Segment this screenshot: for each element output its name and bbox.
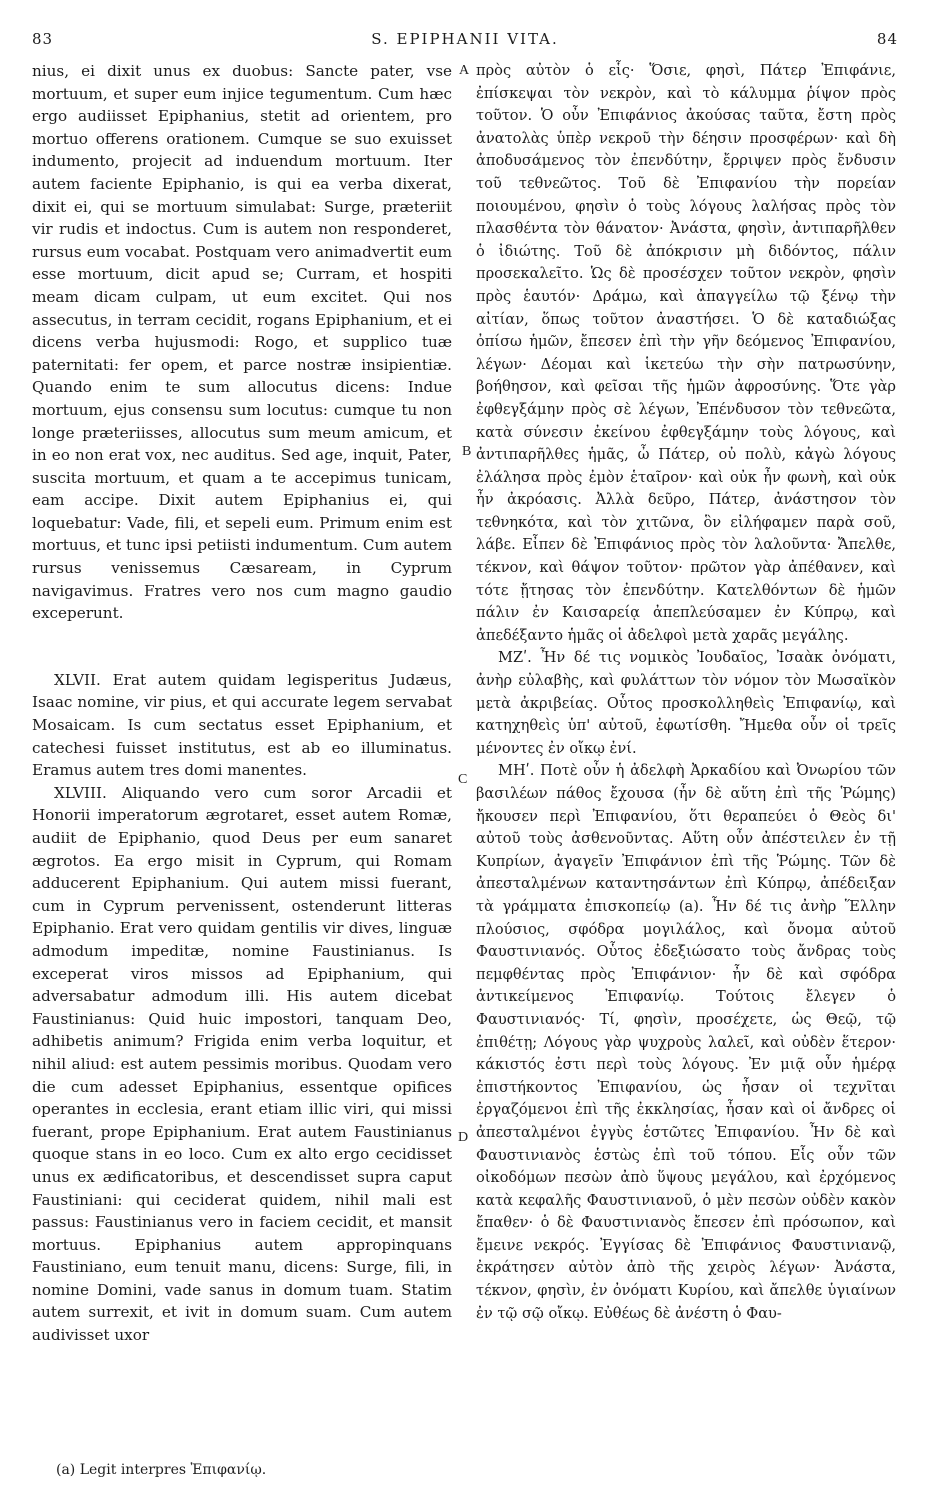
latin-column (32, 60, 452, 1347)
page-number-left: 83 (32, 30, 54, 48)
greek-paragraph-1: πρὸς αὐτὸν ὁ εἷς· Ὅσιε, φησὶ, Πάτερ Ἐπιφάνιε, ἐπίσκεψαι τὸν νεκρὸν, καὶ τὸ κάλυμμα ῥίψον πρὸς τοῦτον. Ὁ οὖν Ἐπιφάνιος ἀκούσας ταῦτα, ἔστη πρὸς ἀνατολὰς ὑπὲρ νεκροῦ τὴν δέησιν προσφέρων· καὶ δὴ ἀποδυσάμενος τὸν ἐπενδύτην, ἔρριψεν πρὸς ἔνδυσιν τοῦ τεθνεῶτος. Τοῦ δὲ Ἐπιφανίου τὴν πορείαν ποιουμένου, φησὶν ὁ τοὺς λόγους λαλήσας πρὸς τὸν πλασθέντα τὸν θάνατον· Ἀνάστα, φησὶν, ἀντιπαρῆλθεν ὁ ἰδιώτης. Τοῦ δὲ ἀπόκρισιν μὴ διδόντος, πάλιν προσεκαλεῖτο. Ὡς δὲ προσέσχεν τοῦτον νεκρὸν, φησὶν πρὸς ἑαυτόν· Δράμω, καὶ ἀπαγγείλω τῷ ξένῳ τὴν αἰτίαν, ὅπως τοῦτον ἀναστήσει. Ὁ δὲ καταδιώξας ὀπίσω ἡμῶν, ἔπεσεν ἐπὶ τὴν γῆν δεόμενος Ἐπιφανίου, λέγων· Δέομαι καὶ ἱκετεύω τὴν σὴν πατρωσύνην, βοήθησον, καὶ φεῖσαι τῆς ἡμῶν ἀφροσύνης. Ὅτε γὰρ ἐφθεγξάμην πρὸς σὲ λέγων, Ἐπένδυσον τὸν τεθνεῶτα, κατὰ σύνεσιν ἐκείνου ἐφθεγξάμην τοὺς λόγους, καὶ ἀντιπαρῆλθες ἡμᾶς, ὦ Πάτερ, οὐ πολὺ, κἀγὼ λόγους ἐλάλησα πρὸς ἐμὸν ἑταῖρον· καὶ οὐκ ἦν φωνὴ, καὶ οὐκ ἦν ἀκρόασις. Ἀλλὰ δεῦρο, Πάτερ, ἀνάστησον τὸν τεθνηκότα, καὶ τὸν χιτῶνα, ὃν εἰλήφαμεν παρὰ σοῦ, λάβε. Εἶπεν δὲ Ἐπιφάνιος πρὸς τὸν λαλοῦντα· Ἄπελθε, τέκνον, καὶ θάψον τοῦτον· πρῶτον γὰρ ἀπέθανεν, καὶ τότε ᾔτησας τὸν ἐπενδύτην. Κατελθόντων δὲ ἡμῶν πάλιν ἐν Καισαρείᾳ ἀπεπλεύσαμεν ἐν Κύπρῳ, καὶ ἀπεδέξαντο ἡμᾶς οἱ ἀδελφοὶ μετὰ χαρᾶς μεγάλης. (476, 62, 896, 644)
footnote: (a) Legit interpres Ἐπιφανίῳ. (56, 1462, 267, 1478)
running-header (32, 30, 898, 54)
margin-marker-c: C (458, 772, 468, 787)
section-gap (32, 625, 452, 669)
latin-paragraph-xlviii: XLVIII. Aliquando vero cum soror Arcadii et Honorii imperatorum ægrotaret, esset autem Romæ, audiit de Epiphanio, quod Deus per eum sanaret ægrotos. Ea ergo misit in Cyprum, qui Romam adducerent Epiphanium. Qui autem missi fuerant, cum in Cyprum pervenissent, ostenderunt litteras Epiphanio. Erat vero quidam gentilis vir dives, linguæ admodum impeditæ, nomine Faustinianus. Is exceperat viros missos ad Epiphanium, qui adversabatur admodum illi. His autem dicebat Faustinianus: Quid huic impostori, tanquam Deo, adhibetis animum? Frigida enim verba loquitur, et nihil aliud: est autem pessimis moribus. Quodam vero die cum adesset Epiphanius, essentque opifices operantes in ecclesia, erant etiam illic viri, qui missi fuerant, prope Epiphanium. Erat autem Faustinianus quoque stans in eo loco. Cum ex alto ergo cecidisset unus ex ædificatoribus, et descendisset supra caput Faustiniani: qui ceciderat quidem, nihil mali est passus: Faustinianus vero in faciem cecidit, et mansit mortuus. Epiphanius autem appropinquans Faustiniano, eum tenuit manu, dicens: Surge, fili, in nomine Domini, vade sanus in domum tuam. Statim autem surrexit, et ivit in domum suam. Cum autem audivisset uxor (32, 783, 452, 1345)
greek-column (476, 60, 896, 1325)
margin-marker-b: B (462, 444, 472, 459)
running-title: S. EPIPHANII VITA. (371, 30, 559, 48)
greek-paragraph-mh: ΜΗʹ. Ποτὲ οὖν ἡ ἀδελφὴ Ἀρκαδίου καὶ Ὀνωρίου τῶν βασιλέων πάθος ἔχουσα (ἦν δὲ αὕτη ἐπὶ τῆς Ῥώμης) ἤκουσεν περὶ Ἐπιφανίου, ὅτι θεραπεύει ὁ Θεὸς δι' αὐτοῦ τοὺς ἀσθενοῦντας. Αὕτη οὖν ἀπέστειλεν ἐν τῇ Κυπρίων, ἀγαγεῖν Ἐπιφάνιον ἐπὶ τῆς Ῥώμης. Τῶν δὲ ἀπεσταλμένων καταντησάντων ἐπὶ Κύπρῳ, ἀπέδειξαν τὰ γράμματα ἐπισκοπείῳ (a). Ἦν δέ τις ἀνὴρ Ἕλλην πλούσιος, σφόδρα μογιλάλος, καὶ ὄνομα αὐτοῦ Φαυστινιανός. Οὗτος ἐδεξιώσατο τοὺς ἄνδρας τοὺς πεμφθέντας πρὸς Ἐπιφάνιον· ἦν δὲ καὶ σφόδρα ἀντικείμενος Ἐπιφανίῳ. Τούτοις ἔλεγεν ὁ Φαυστινιανός· Τί, φησὶν, προσέχετε, ὡς Θεῷ, τῷ ἐπιθέτῃ; Λόγους γὰρ ψυχροὺς λαλεῖ, καὶ οὐδὲν ἕτερον· κάκιστός ἐστι περὶ τοὺς λόγους. Ἐν μιᾷ οὖν ἡμέρᾳ ἐπιστήκοντος Ἐπιφανίου, ὡς ἦσαν οἱ τεχνῖται ἐργαζόμενοι ἐπὶ τῆς ἐκκλησίας, ἦσαν καὶ οἱ ἄνδρες οἱ ἀπεσταλμένοι ἐγγὺς ἑστῶτες Ἐπιφανίου. Ἦν δὲ καὶ Φαυστινιανὸς ἑστὼς ἐπὶ τοῦ τόπου. Εἷς οὖν τῶν οἰκοδόμων πεσὼν ἀπὸ ὕψους μεγάλου, καὶ ἐρχόμενος κατὰ κεφαλῆς Φαυστινιανοῦ, ὁ μὲν πεσὼν οὐδὲν κακὸν ἔπαθεν· ὁ δὲ Φαυστινιανὸς ἔπεσεν ἐπὶ πρόσωπον, καὶ ἔμεινε νεκρός. Ἐγγίσας δὲ Ἐπιφάνιος Φαυστινιανῷ, ἐκράτησεν αὐτὸν ἀπὸ τῆς χειρὸς λέγων· Ἀνάστα, τέκνον, φησὶν, ἐν ὀνόματι Κυρίου, καὶ ἄπελθε ὑγιαίνων ἐν τῷ σῷ οἴκῳ. Εὐθέως δὲ ἀνέστη ὁ Φαυ- (476, 762, 896, 1322)
latin-paragraph-1: nius, ei dixit unus ex duobus: Sancte pater, vse mortuum, et super eum injice tegumentum. Cum hæc ergo audiisset Epiphanius, stetit ad orientem, pro mortuo offerens orationem. Cumque se suo exuisset indumento, projecit ad induendum mortuum. Iter autem faciente Epiphanio, is qui ea verba dixerat, dixit ei, qui se mortuum simulabat: Surge, præteriit vir rudis et indoctus. Cum is autem non responderet, rursus eum vocabat. Postquam vero animadvertit eum esse mortuum, dicit apud se; Curram, et hospiti meam dicam culpam, ut eum excitet. Qui nos assecutus, in terram cecidit, rogans Epiphanium, et ei dicens verba hujusmodi: Rogo, et supplico tuæ paternitati: fer opem, et parce nostræ insipientiæ. Quando enim te sum allocutus dicens: Indue mortuum, ejus consensu sum locutus: cumque tu non longe præteriisses, allocutus sum meum amicum, et in eo non erat vox, nec auditus. Sed age, inquit, Pater, suscita mortuum, et quam a te accepimus tunicam, eam accipe. Dixit autem Epiphanius ei, qui loquebatur: Vade, fili, et sepeli eum. Primum enim est mortuus, et tunc ipsi petiisti indumentum. Cum autem rursus venissemus Cæsaream, in Cyprum navigavimus. Fratres vero nos cum magno gaudio exceperunt. (32, 62, 452, 623)
margin-marker-a: A (459, 63, 470, 78)
page-number-right: 84 (876, 30, 898, 48)
margin-marker-d: D (458, 1130, 469, 1145)
greek-paragraph-mz: ΜΖʹ. Ἦν δέ τις νομικὸς Ἰουδαῖος, Ἰσαὰκ ὀνόματι, ἀνὴρ εὐλαβὴς, καὶ φυλάττων τὸν νόμον τὸν Μωσαϊκὸν μετὰ ἀκριβείας. Οὗτος προσκολληθεὶς Ἐπιφανίῳ, καὶ κατηχηθεὶς ὑπ' αὐτοῦ, ἐφωτίσθη. Ἤμεθα οὖν οἱ τρεῖς μένοντες ἐν οἴκῳ ἐνί. (476, 649, 896, 757)
latin-paragraph-xlvii: XLVII. Erat autem quidam legisperitus Judæus, Isaac nomine, vir pius, et qui accurate legem servabat Mosaicam. Is cum sectatus esset Epiphanium, et catechesi fuisset institutus, est ab eo illuminatus. Eramus autem tres domi manentes. (32, 670, 452, 780)
